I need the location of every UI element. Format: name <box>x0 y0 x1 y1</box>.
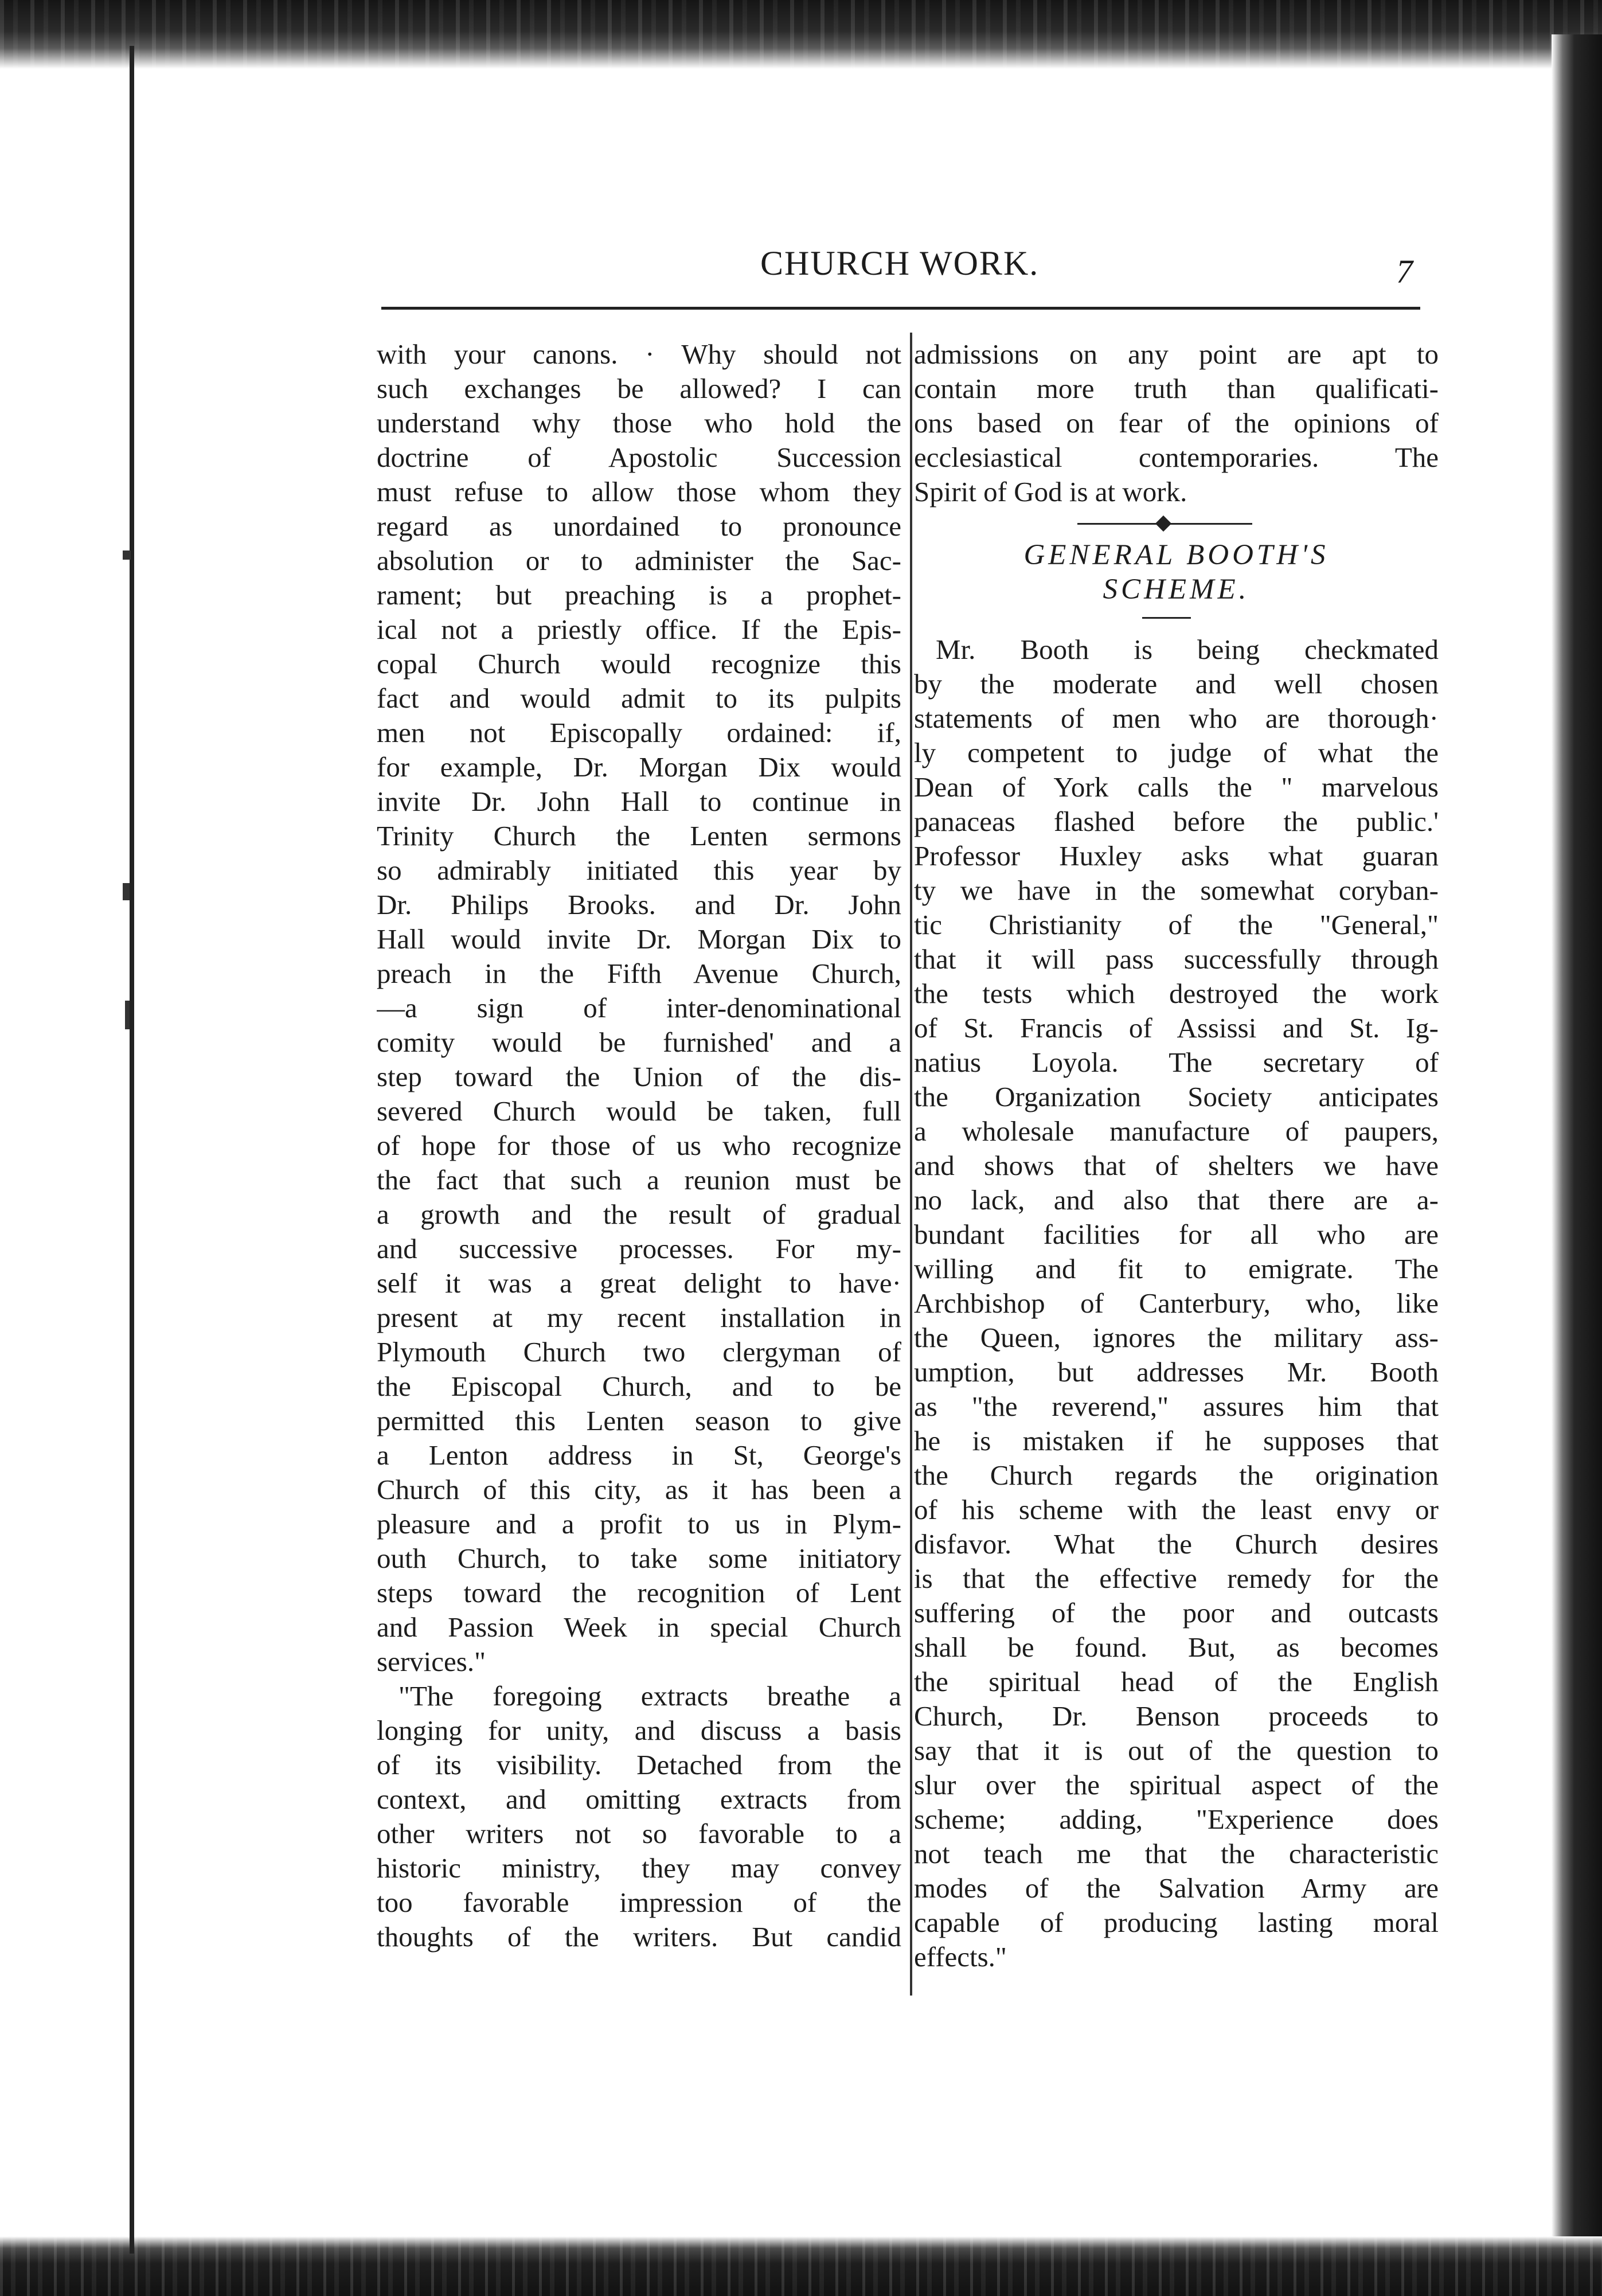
text-line: bundant facilities for all who are <box>914 1219 1439 1250</box>
text-line: effects." <box>914 1941 1007 1973</box>
text-line: statements of men who are thorough· <box>914 702 1439 734</box>
text-line: Church of this city, as it has been a <box>377 1474 901 1505</box>
text-line: of hope for those of us who recognize <box>377 1130 901 1161</box>
text-line: willing and fit to emigrate. The <box>914 1253 1439 1284</box>
text-line: and shows that of shelters we have <box>914 1150 1439 1181</box>
text-line: permitted this Lenten season to give <box>377 1405 901 1436</box>
text-line: of its visibility. Detached from the <box>377 1749 901 1780</box>
text-line: the Church regards the origination <box>914 1459 1439 1491</box>
margin-mark <box>125 1001 130 1029</box>
text-line: "The foregoing extracts breathe a <box>398 1680 901 1712</box>
text-line: Trinity Church the Lenten sermons <box>377 820 901 852</box>
text-line: ons based on fear of the opinions of <box>914 407 1439 439</box>
margin-mark <box>123 883 130 900</box>
text-line: Professor Huxley asks what guaran <box>914 840 1439 872</box>
text-line: tic Christianity of the "General," <box>914 909 1439 940</box>
text-line: say that it is out of the question to <box>914 1735 1439 1766</box>
text-line: panaceas flashed before the public.' <box>914 806 1439 837</box>
text-line: Plymouth Church two clergyman of <box>377 1336 901 1368</box>
text-line: longing for unity, and discuss a basis <box>377 1715 901 1746</box>
text-line: rament; but preaching is a prophet- <box>377 579 901 611</box>
text-line: contain more truth than qualificati- <box>914 373 1439 404</box>
text-line: and Passion Week in special Church <box>377 1611 901 1643</box>
section-title-line-2: SCHEME. <box>1103 573 1250 606</box>
text-line: outh Church, to take some initiatory <box>377 1543 901 1574</box>
text-line: not teach me that the characteristic <box>914 1838 1439 1869</box>
section-title-line-1: GENERAL BOOTH'S <box>1023 539 1329 571</box>
text-line: that it will pass successfully through <box>914 943 1439 975</box>
scan-border-top <box>0 0 1602 69</box>
text-line: is that the effective remedy for the <box>914 1563 1439 1594</box>
text-line: preach in the Fifth Avenue Church, <box>377 958 901 989</box>
text-line: the Episcopal Church, and to be <box>377 1370 901 1402</box>
text-line: pleasure and a profit to us in Plym- <box>377 1508 901 1540</box>
text-line: Archbishop of Canterbury, who, like <box>914 1287 1439 1319</box>
scan-border-bottom <box>0 2236 1602 2296</box>
text-line: absolution or to administer the Sac- <box>377 545 901 576</box>
text-line: disfavor. What the Church desires <box>914 1528 1439 1560</box>
text-line: slur over the spiritual aspect of the <box>914 1769 1439 1801</box>
text-line: so admirably initiated this year by <box>377 854 901 886</box>
text-line: a growth and the result of gradual <box>377 1198 901 1230</box>
page-number: 7 <box>1396 253 1413 290</box>
text-line: capable of producing lasting moral <box>914 1907 1439 1938</box>
text-line: of his scheme with the least envy or <box>914 1494 1439 1525</box>
short-rule <box>914 607 1439 632</box>
text-line: Hall would invite Dr. Morgan Dix to <box>377 923 901 955</box>
text-line: doctrine of Apostolic Succession <box>377 442 901 473</box>
scan-border-right <box>1552 34 1602 2259</box>
text-line: Mr. Booth is being checkmated <box>936 634 1439 665</box>
text-line: and successive processes. For my- <box>377 1233 901 1264</box>
text-line: shall be found. But, as becomes <box>914 1631 1439 1663</box>
text-line: such exchanges be allowed? I can <box>377 373 901 404</box>
text-line: modes of the Salvation Army are <box>914 1872 1439 1904</box>
text-line: present at my recent installation in <box>377 1302 901 1333</box>
right-intro-paragraph <box>914 337 1439 509</box>
text-line: ecclesiastical contemporaries. The <box>914 442 1439 473</box>
text-line: Dr. Philips Brooks. and Dr. John <box>377 889 901 920</box>
margin-mark <box>123 550 131 560</box>
text-line: men not Episcopally ordained: if, <box>377 717 901 748</box>
text-line: context, and omitting extracts from <box>377 1783 901 1815</box>
text-line: ly competent to judge of what the <box>914 737 1439 768</box>
diamond-ornament-icon <box>1155 516 1171 532</box>
text-line: regard as unordained to pronounce <box>377 510 901 542</box>
text-line: natius Loyola. The secretary of <box>914 1047 1439 1078</box>
ornamental-rule <box>914 509 1439 538</box>
short-rule-bar <box>1142 617 1191 619</box>
text-line: suffering of the poor and outcasts <box>914 1597 1439 1629</box>
text-line: a Lenton address in St, George's <box>377 1439 901 1471</box>
text-line: ical not a priestly office. If the Epis- <box>377 614 901 645</box>
text-line: by the moderate and well chosen <box>914 668 1439 700</box>
text-line: step toward the Union of the dis- <box>377 1061 901 1092</box>
left-column <box>377 337 901 1954</box>
text-line: no lack, and also that there are a- <box>914 1184 1439 1216</box>
text-line: for example, Dr. Morgan Dix would <box>377 751 901 783</box>
text-line: the spiritual head of the English <box>914 1666 1439 1697</box>
text-line: scheme; adding, "Experience does <box>914 1803 1439 1835</box>
text-line: historic ministry, they may convey <box>377 1852 901 1884</box>
text-line: thoughts of the writers. But candid <box>377 1921 901 1953</box>
right-body-paragraph <box>914 632 1439 1974</box>
text-line: self it was a great delight to have· <box>377 1267 901 1299</box>
text-line: Spirit of God is at work. <box>914 476 1187 507</box>
text-line: a wholesale manufacture of paupers, <box>914 1115 1439 1147</box>
text-line: as "the reverend," assures him that <box>914 1391 1439 1422</box>
text-line: admissions on any point are apt to <box>914 338 1439 370</box>
text-line: the Queen, ignores the military ass- <box>914 1322 1439 1353</box>
text-line: must refuse to allow those whom they <box>377 476 901 507</box>
text-line: with your canons. · Why should not <box>377 338 901 370</box>
text-line: —a sign of inter-denominational <box>377 992 901 1024</box>
text-line: understand why those who hold the <box>377 407 901 439</box>
text-line: comity would be furnished' and a <box>377 1026 901 1058</box>
text-line: the tests which destroyed the work <box>914 978 1439 1009</box>
text-line: Dean of York calls the " marvelous <box>914 771 1439 803</box>
binding-margin-line <box>130 46 134 2254</box>
text-line: the Organization Society anticipates <box>914 1081 1439 1112</box>
text-line: other writers not so favorable to a <box>377 1818 901 1849</box>
text-line: steps toward the recognition of Lent <box>377 1577 901 1608</box>
text-line: severed Church would be taken, full <box>377 1095 901 1127</box>
text-line: too favorable impression of the <box>377 1887 901 1918</box>
text-line: copal Church would recognize this <box>377 648 901 680</box>
text-line: fact and would admit to its pulpits <box>377 682 901 714</box>
text-line: umption, but addresses Mr. Booth <box>914 1356 1439 1388</box>
running-title: CHURCH WORK. <box>760 244 1040 282</box>
text-line: he is mistaken if he supposes that <box>914 1425 1439 1457</box>
text-line: ty we have in the somewhat coryban- <box>914 874 1439 906</box>
text-line: the fact that such a reunion must be <box>377 1164 901 1196</box>
text-line: Church, Dr. Benson proceeds to <box>914 1700 1439 1732</box>
text-line: of St. Francis of Assissi and St. Ig- <box>914 1012 1439 1044</box>
header-rule <box>381 307 1420 310</box>
text-line: services." <box>377 1646 486 1677</box>
text-line: invite Dr. John Hall to continue in <box>377 786 901 817</box>
right-column <box>914 337 1439 1974</box>
column-divider <box>910 333 912 1996</box>
